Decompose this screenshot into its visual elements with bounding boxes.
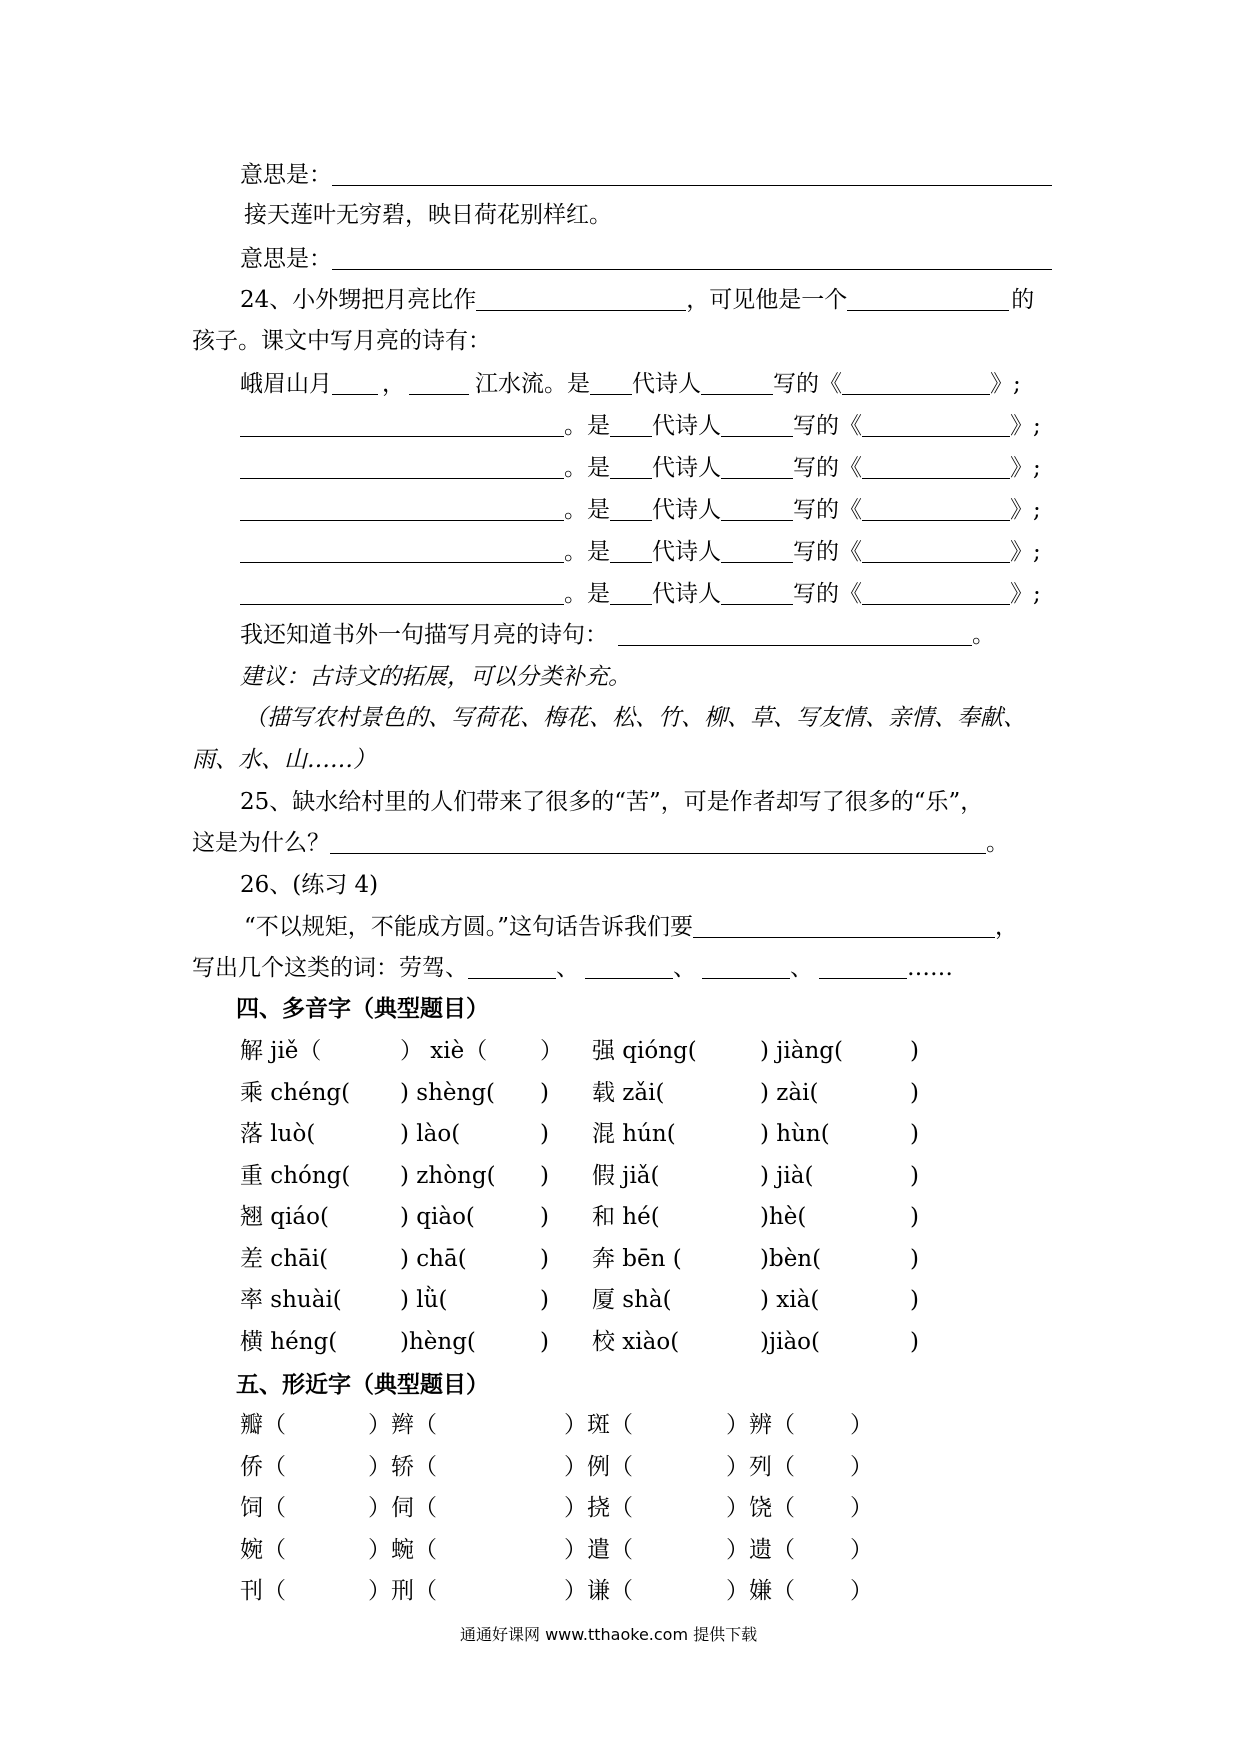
polyphone-cell: ) lào( xyxy=(400,1121,461,1147)
q26-sep: 、 xyxy=(673,955,696,981)
answer-blank[interactable] xyxy=(721,412,793,437)
q25-label: 这是为什么？ xyxy=(192,830,330,856)
similar-char-cell: ）刑（ xyxy=(368,1578,437,1604)
polyphone-cell: 厦 shà( xyxy=(592,1287,672,1313)
polyphone-cell: )bèn( xyxy=(760,1245,822,1272)
moon-poem-row xyxy=(240,411,1041,441)
moon-text: 》; xyxy=(1010,497,1041,523)
advice-line-2: （描写农村景色的、写荷花、梅花、松、竹、柳、草、写友情、亲情、奉献、 xyxy=(244,705,1026,731)
polyphone-cell: ) lǜ( xyxy=(400,1287,448,1313)
moon-text: 》; xyxy=(1010,455,1041,481)
moon-text: 》; xyxy=(990,371,1021,397)
meaning-label: 意思是： xyxy=(240,162,332,188)
polyphone-cell: 载 zǎi( xyxy=(592,1079,665,1106)
answer-blank[interactable] xyxy=(701,370,773,395)
answer-blank[interactable] xyxy=(240,580,564,605)
q26-ellipsis: …… xyxy=(907,955,953,981)
answer-blank[interactable] xyxy=(332,161,1052,186)
moon-text: ， xyxy=(382,371,405,397)
answer-blank[interactable] xyxy=(240,538,564,563)
answer-blank[interactable] xyxy=(847,286,1009,311)
answer-blank[interactable] xyxy=(693,913,995,938)
answer-blank[interactable] xyxy=(862,538,1010,563)
similar-char-cell: ） xyxy=(850,1412,873,1438)
moon-text: 写的《 xyxy=(793,413,862,439)
q24-text-a: 24、小外甥把月亮比作 xyxy=(240,287,477,313)
answer-blank[interactable] xyxy=(842,370,990,395)
polyphone-cell: ) shèng( xyxy=(400,1079,496,1106)
answer-blank[interactable] xyxy=(590,370,632,395)
polyphone-cell: ) xyxy=(910,1079,919,1106)
moon-poem-row xyxy=(240,453,1041,483)
q24-text-b: ，可见他是一个 xyxy=(686,287,848,313)
question-24 xyxy=(240,285,1034,315)
answer-blank[interactable] xyxy=(330,829,986,854)
polyphone-cell: ) jiàng( xyxy=(760,1038,843,1064)
q24-text-c: 的 xyxy=(1011,287,1035,313)
question-26-line1 xyxy=(244,912,1018,942)
answer-blank[interactable] xyxy=(240,496,564,521)
polyphone-cell: ) xyxy=(540,1162,549,1189)
polyphone-cell: ) zài( xyxy=(760,1079,819,1106)
similar-char-cell: 饲（ xyxy=(240,1495,286,1521)
moon-text: 。是 xyxy=(564,413,610,439)
polyphone-cell: ) xyxy=(540,1121,549,1147)
polyphone-cell: )jiào( xyxy=(760,1328,820,1355)
polyphone-cell: )hè( xyxy=(760,1204,807,1230)
moon-text: 写的《 xyxy=(793,581,862,607)
moon-text: 》; xyxy=(1010,413,1041,439)
polyphone-cell: 横 héng( xyxy=(240,1328,338,1355)
polyphone-cell: 乘 chéng( xyxy=(240,1079,351,1106)
polyphone-cell: ） xiè（ xyxy=(400,1038,488,1064)
moon-poem-row xyxy=(240,495,1041,525)
polyphone-cell: 和 hé( xyxy=(592,1204,660,1230)
moon-text: 。是 xyxy=(564,455,610,481)
similar-char-cell: ）嫌（ xyxy=(726,1578,795,1604)
moon-text: 写的《 xyxy=(773,371,842,397)
answer-blank[interactable] xyxy=(476,286,686,311)
polyphone-cell: 校 xiào( xyxy=(592,1328,680,1355)
answer-blank[interactable] xyxy=(618,621,972,646)
polyphone-cell: ) xyxy=(910,1328,919,1355)
question-26: 26、(练习 4) xyxy=(240,872,379,898)
answer-blank[interactable] xyxy=(332,370,378,395)
polyphone-cell: 落 luò( xyxy=(240,1121,316,1147)
answer-blank[interactable] xyxy=(468,954,556,979)
similar-char-cell: 瓣（ xyxy=(240,1412,286,1438)
similar-char-cell: ） xyxy=(850,1453,873,1480)
moon-text: 代诗人 xyxy=(632,371,701,397)
meaning-line-2 xyxy=(240,244,1052,274)
moon-text: 峨眉山月 xyxy=(240,371,332,397)
meaning-label: 意思是： xyxy=(240,246,332,272)
moon-text: 写的《 xyxy=(793,455,862,481)
similar-char-cell: 侨（ xyxy=(240,1453,286,1480)
similar-char-cell: 婉（ xyxy=(240,1536,286,1563)
polyphone-cell: ) chā( xyxy=(400,1245,467,1272)
similar-char-cell: ）辨（ xyxy=(726,1412,795,1438)
answer-blank[interactable] xyxy=(721,580,793,605)
answer-blank[interactable] xyxy=(240,412,564,437)
polyphone-cell: ) jià( xyxy=(760,1162,814,1189)
answer-blank[interactable] xyxy=(721,538,793,563)
moon-text: 。是 xyxy=(564,497,610,523)
polyphone-cell: ) qiào( xyxy=(400,1204,475,1230)
question-26-line2 xyxy=(192,953,953,983)
answer-blank[interactable] xyxy=(610,496,652,521)
moon-poem-row xyxy=(240,579,1041,609)
meaning-line-1 xyxy=(240,160,1052,190)
poem-line: 接天莲叶无穷碧，映日荷花别样红。 xyxy=(244,202,612,228)
moon-text: 代诗人 xyxy=(652,455,721,481)
polyphone-cell: ) xyxy=(910,1038,919,1064)
answer-blank[interactable] xyxy=(409,370,469,395)
polyphone-cell: 重 chóng( xyxy=(240,1162,351,1189)
answer-blank[interactable] xyxy=(610,454,652,479)
similar-char-cell: ）轿（ xyxy=(368,1453,437,1480)
q26-sep: 、 xyxy=(556,955,579,981)
polyphone-cell: 翘 qiáo( xyxy=(240,1204,329,1230)
polyphone-cell: ) zhòng( xyxy=(400,1162,496,1189)
moon-poem-row-1 xyxy=(240,369,1021,399)
similar-char-cell: ）饶（ xyxy=(726,1495,795,1521)
moon-poem-row xyxy=(240,537,1041,567)
moon-text: 代诗人 xyxy=(652,497,721,523)
similar-char-cell: ） xyxy=(850,1536,873,1563)
polyphone-cell: ) xyxy=(910,1287,919,1313)
similar-char-cell: ） xyxy=(850,1578,873,1604)
polyphone-cell: 奔 bēn ( xyxy=(592,1245,682,1272)
polyphone-cell: ) xyxy=(540,1079,549,1106)
page-footer: 通通好课网 www.tthaoke.com 提供下载 xyxy=(460,1625,758,1644)
q26-words-label: 写出几个这类的词：劳驾、 xyxy=(192,955,468,981)
moon-text: 》; xyxy=(1010,581,1041,607)
extra-line xyxy=(240,620,995,650)
q26-comma: ， xyxy=(995,914,1019,940)
q24-continue: 孩子。课文中写月亮的诗有： xyxy=(192,328,491,354)
moon-text: 代诗人 xyxy=(652,581,721,607)
polyphone-cell: ) xyxy=(540,1204,549,1230)
polyphone-cell: ) xyxy=(910,1121,919,1147)
polyphone-cell: 解 jiě（ xyxy=(240,1038,322,1064)
moon-text: 江水流。是 xyxy=(475,371,590,397)
moon-text: 写的《 xyxy=(793,539,862,565)
moon-text: 写的《 xyxy=(793,497,862,523)
polyphone-cell: ) xià( xyxy=(760,1287,820,1313)
similar-char-cell: ） xyxy=(850,1495,873,1521)
question-25-line2 xyxy=(192,828,1009,858)
moon-text: 代诗人 xyxy=(652,539,721,565)
answer-blank[interactable] xyxy=(610,538,652,563)
section-4-title: 四、多音字（典型题目） xyxy=(236,996,489,1022)
moon-text: 。是 xyxy=(564,539,610,565)
polyphone-cell: ) xyxy=(910,1245,919,1272)
advice-line-3: 雨、水、山……） xyxy=(192,747,376,773)
polyphone-cell: 强 qióng( xyxy=(592,1038,697,1064)
polyphone-cell: ) xyxy=(540,1287,549,1313)
answer-blank[interactable] xyxy=(332,245,1052,270)
similar-char-cell: ）伺（ xyxy=(368,1495,437,1521)
extra-end: 。 xyxy=(972,622,995,648)
similar-char-cell: ）例（ xyxy=(564,1453,633,1480)
similar-char-cell: ）辫（ xyxy=(368,1412,437,1438)
similar-char-cell: ）蜿（ xyxy=(368,1536,437,1563)
similar-char-cell: 刊（ xyxy=(240,1578,286,1604)
advice-line: 建议：古诗文的拓展，可以分类补充。 xyxy=(240,664,631,690)
polyphone-cell: 混 hún( xyxy=(592,1121,676,1147)
polyphone-cell: ) hùn( xyxy=(760,1121,830,1147)
similar-char-cell: ）斑（ xyxy=(564,1412,633,1438)
answer-blank[interactable] xyxy=(610,412,652,437)
answer-blank[interactable] xyxy=(721,496,793,521)
polyphone-cell: )hèng( xyxy=(400,1328,476,1355)
answer-blank[interactable] xyxy=(862,496,1010,521)
answer-blank[interactable] xyxy=(610,580,652,605)
answer-blank[interactable] xyxy=(702,954,790,979)
section-5-title: 五、形近字（典型题目） xyxy=(236,1372,489,1398)
similar-char-cell: ）遗（ xyxy=(726,1536,795,1563)
moon-text: 代诗人 xyxy=(652,413,721,439)
polyphone-cell: ) xyxy=(540,1328,549,1355)
answer-blank[interactable] xyxy=(862,412,1010,437)
polyphone-cell: 率 shuài( xyxy=(240,1287,342,1313)
q26-text: “不以规矩，不能成方圆。”这句话告诉我们要 xyxy=(244,914,694,940)
answer-blank[interactable] xyxy=(862,580,1010,605)
answer-blank[interactable] xyxy=(862,454,1010,479)
polyphone-cell: ) xyxy=(540,1245,549,1272)
polyphone-cell: ) xyxy=(910,1204,919,1230)
similar-char-cell: ）遣（ xyxy=(564,1536,633,1563)
q26-sep: 、 xyxy=(790,955,813,981)
moon-text: 。是 xyxy=(564,581,610,607)
polyphone-cell: 差 chāi( xyxy=(240,1245,329,1272)
q25-end: 。 xyxy=(986,830,1009,856)
moon-text: 》; xyxy=(1010,539,1041,565)
question-25: 25、缺水给村里的人们带来了很多的“苦”，可是作者却写了很多的“乐”， xyxy=(240,789,984,815)
answer-blank[interactable] xyxy=(721,454,793,479)
polyphone-cell: ) xyxy=(910,1162,919,1189)
polyphone-cell: 假 jiǎ( xyxy=(592,1162,660,1189)
similar-char-cell: ）谦（ xyxy=(564,1578,633,1604)
answer-blank[interactable] xyxy=(819,954,907,979)
similar-char-cell: ）挠（ xyxy=(564,1495,633,1521)
polyphone-cell: ） xyxy=(540,1038,563,1064)
answer-blank[interactable] xyxy=(585,954,673,979)
extra-label: 我还知道书外一句描写月亮的诗句： xyxy=(240,622,608,648)
answer-blank[interactable] xyxy=(240,454,564,479)
similar-char-cell: ）列（ xyxy=(726,1453,795,1480)
